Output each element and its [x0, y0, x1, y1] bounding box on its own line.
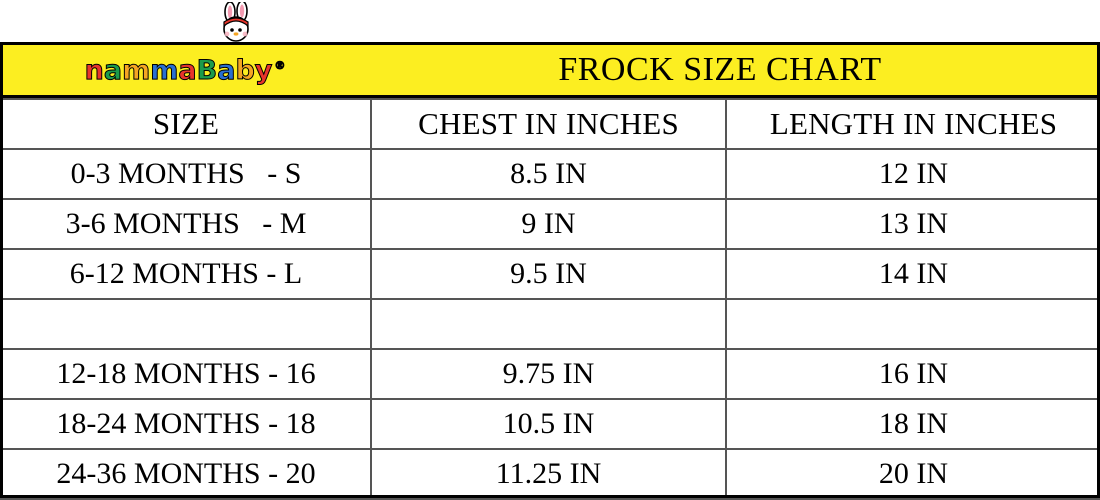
brand-letter: m — [122, 54, 151, 86]
table-row — [1, 249, 1100, 299]
column-header-size: SIZE — [1, 99, 371, 149]
table-row — [1, 399, 1100, 449]
cell-chest: 9.5 IN — [371, 249, 726, 299]
column-header-chest: CHEST IN INCHES — [371, 99, 726, 149]
table-row-blank — [1, 299, 1100, 349]
brand-letter: m — [150, 54, 179, 86]
cell-size: 3-6 MONTHS - M — [1, 199, 371, 249]
cell-length: 13 IN — [726, 199, 1100, 249]
cell-size: 18-24 MONTHS - 18 — [1, 399, 371, 449]
table-row — [1, 449, 1100, 499]
cell-length: 18 IN — [726, 399, 1100, 449]
table-row — [1, 149, 1100, 199]
header-banner — [0, 42, 1100, 98]
brand-letter: B — [196, 54, 218, 86]
cell-size: 24-36 MONTHS - 20 — [1, 449, 371, 499]
cell-length: 16 IN — [726, 349, 1100, 399]
cell-size: 0-3 MONTHS - S — [1, 149, 371, 199]
bunny-mascot-icon — [212, 2, 266, 46]
cell-length: 20 IN — [726, 449, 1100, 499]
cell-chest: 9 IN — [371, 199, 726, 249]
registered-mark: ® — [274, 58, 286, 72]
cell-length: 12 IN — [726, 149, 1100, 199]
cell-chest: 9.75 IN — [371, 349, 726, 399]
cell-length: 14 IN — [726, 249, 1100, 299]
cell-length — [726, 299, 1100, 349]
table-header-row — [1, 99, 1100, 149]
cell-size — [1, 299, 371, 349]
cell-size: 6-12 MONTHS - L — [1, 249, 371, 299]
brand-letter: a — [217, 54, 236, 86]
cell-chest: 8.5 IN — [371, 149, 726, 199]
column-header-length: LENGTH IN INCHES — [726, 99, 1100, 149]
brand-letter: n — [84, 54, 104, 86]
brand-letter: b — [235, 54, 255, 86]
brand-wordmark — [84, 54, 286, 86]
brand-logo — [0, 42, 370, 98]
cell-chest: 10.5 IN — [371, 399, 726, 449]
brand-letter: y — [254, 54, 273, 86]
brand-letter: a — [103, 54, 123, 86]
table-row — [1, 199, 1100, 249]
brand-letter: a — [178, 54, 197, 86]
cell-chest — [371, 299, 726, 349]
table-row — [1, 349, 1100, 399]
cell-size: 12-18 MONTHS - 16 — [1, 349, 371, 399]
page-title: FROCK SIZE CHART — [558, 51, 882, 88]
size-chart-table — [0, 98, 1100, 500]
cell-chest: 11.25 IN — [371, 449, 726, 499]
